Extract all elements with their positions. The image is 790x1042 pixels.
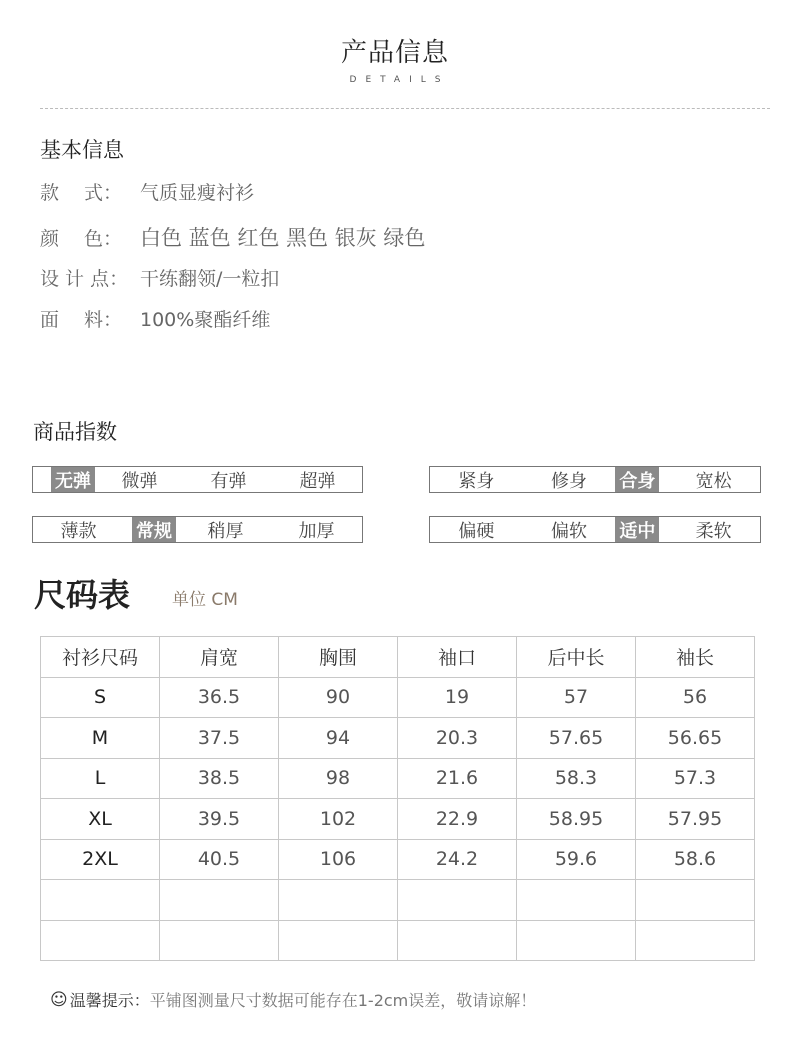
index-option: 合身 <box>615 467 659 492</box>
table-cell: 56 <box>636 677 755 718</box>
size-chart-unit: 单位 CM <box>172 590 238 610</box>
table-cell: 57.65 <box>517 718 636 759</box>
table-cell: M <box>41 718 160 759</box>
info-value: 100%聚酯纤维 <box>140 309 271 331</box>
index-option: 薄款 <box>60 520 97 542</box>
index-option: 适中 <box>615 517 659 542</box>
table-cell: 90 <box>279 677 398 718</box>
table-cell: 102 <box>279 799 398 840</box>
table-cell: 59.6 <box>517 839 636 880</box>
size-table <box>40 636 755 961</box>
page-header <box>0 32 790 85</box>
info-value: 白色 蓝色 红色 黑色 银灰 绿色 <box>140 226 426 250</box>
index-fit <box>429 466 761 493</box>
table-cell <box>636 920 755 961</box>
table-cell <box>160 920 279 961</box>
table-cell: 22.9 <box>398 799 517 840</box>
index-option: 加厚 <box>298 520 335 542</box>
info-value: 气质显瘦衬衫 <box>140 182 255 204</box>
table-row <box>41 799 755 840</box>
index-option: 修身 <box>551 470 587 492</box>
table-row <box>41 839 755 880</box>
table-cell <box>517 920 636 961</box>
table-cell: 106 <box>279 839 398 880</box>
tip-text: 平铺图测量尺寸数据可能存在1-2cm误差，敬请谅解！ <box>149 991 537 1010</box>
page-subtitle: DETAILS <box>349 75 450 85</box>
table-header-row <box>41 637 755 678</box>
table-cell: 21.6 <box>398 758 517 799</box>
product-index-title: 商品指数 <box>33 420 117 444</box>
info-label: 面 料： <box>40 309 123 331</box>
table-cell <box>279 920 398 961</box>
index-option: 柔软 <box>695 520 732 542</box>
table-row <box>41 880 755 921</box>
smile-icon: ☺ <box>50 989 68 1010</box>
info-value: 干练翻领/一粒扣 <box>140 268 280 290</box>
index-softness <box>429 516 761 543</box>
table-cell <box>160 880 279 921</box>
info-row-fabric <box>40 305 270 332</box>
table-cell: 19 <box>398 677 517 718</box>
table-header-cell: 衬衫尺码 <box>41 637 160 678</box>
info-label: 款 式： <box>40 182 123 204</box>
info-label: 设 计 点： <box>40 268 129 290</box>
table-row <box>41 677 755 718</box>
table-cell: 39.5 <box>160 799 279 840</box>
table-cell: 58.95 <box>517 799 636 840</box>
info-row-design <box>40 264 279 291</box>
divider <box>40 108 770 109</box>
table-cell <box>279 880 398 921</box>
table-header-cell: 袖长 <box>636 637 755 678</box>
index-option: 稍厚 <box>207 520 244 542</box>
table-cell: 2XL <box>41 839 160 880</box>
table-cell <box>636 880 755 921</box>
index-elasticity <box>32 466 363 493</box>
table-header-cell: 胸围 <box>279 637 398 678</box>
table-cell: 40.5 <box>160 839 279 880</box>
table-row <box>41 758 755 799</box>
index-option: 常规 <box>132 517 176 542</box>
table-cell <box>398 920 517 961</box>
table-cell: S <box>41 677 160 718</box>
index-option: 宽松 <box>695 470 732 492</box>
table-cell: 57.95 <box>636 799 755 840</box>
table-cell: 36.5 <box>160 677 279 718</box>
info-row-style <box>40 178 254 205</box>
size-chart-title: 尺码表 <box>34 576 131 614</box>
table-header-cell: 肩宽 <box>160 637 279 678</box>
table-row <box>41 718 755 759</box>
index-option: 超弹 <box>299 470 336 492</box>
index-option: 偏硬 <box>458 520 495 542</box>
index-option: 无弹 <box>51 467 95 492</box>
table-row <box>41 920 755 961</box>
index-option: 微弹 <box>121 470 158 492</box>
table-cell: 20.3 <box>398 718 517 759</box>
index-option: 偏软 <box>551 520 587 542</box>
table-cell: 56.65 <box>636 718 755 759</box>
table-cell: 58.6 <box>636 839 755 880</box>
table-cell: 37.5 <box>160 718 279 759</box>
table-cell <box>41 920 160 961</box>
table-cell <box>398 880 517 921</box>
table-header-cell: 袖口 <box>398 637 517 678</box>
table-header-cell: 后中长 <box>517 637 636 678</box>
table-cell: 57 <box>517 677 636 718</box>
page-title: 产品信息 <box>340 38 449 68</box>
tip-label: 温馨提示： <box>69 991 150 1010</box>
table-cell: 94 <box>279 718 398 759</box>
basic-info-title: 基本信息 <box>40 138 124 162</box>
table-cell: L <box>41 758 160 799</box>
table-cell <box>41 880 160 921</box>
index-thickness <box>32 516 363 543</box>
index-option: 有弹 <box>210 470 247 492</box>
info-label: 颜 色： <box>40 227 123 250</box>
index-option: 紧身 <box>458 470 495 492</box>
tip-note <box>50 988 536 1011</box>
table-cell: 57.3 <box>636 758 755 799</box>
table-cell <box>517 880 636 921</box>
info-row-color <box>40 222 425 252</box>
table-cell: 58.3 <box>517 758 636 799</box>
table-cell: 98 <box>279 758 398 799</box>
table-cell: XL <box>41 799 160 840</box>
table-cell: 24.2 <box>398 839 517 880</box>
table-cell: 38.5 <box>160 758 279 799</box>
